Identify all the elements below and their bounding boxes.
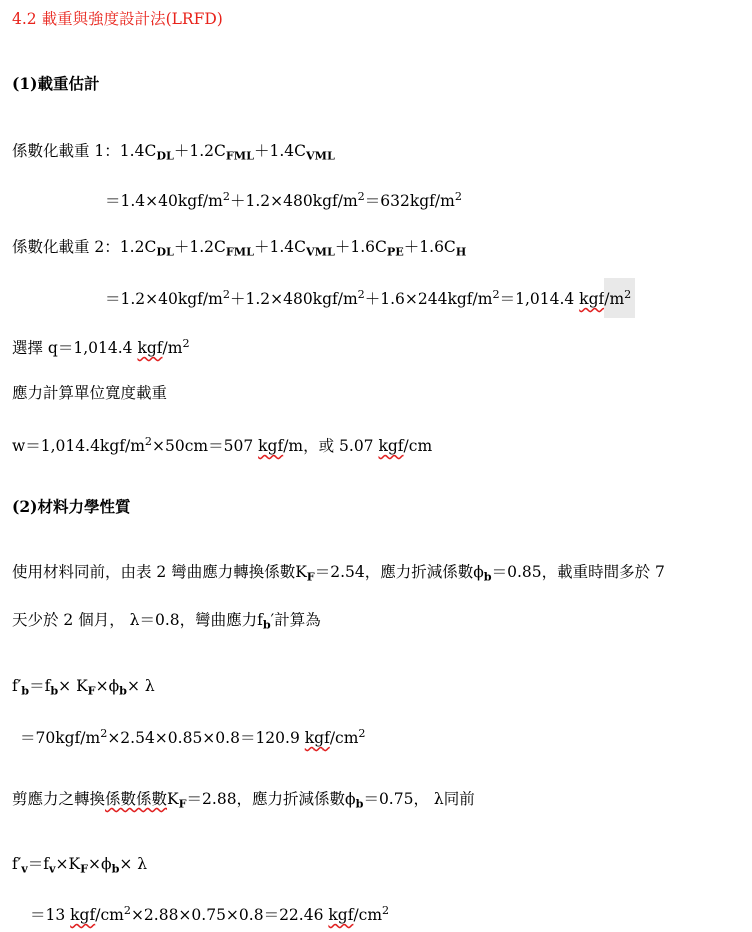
formula-text: ＋1.6×244kgf/m [364, 290, 493, 309]
subscript: FML [225, 245, 254, 259]
formula-text: ＝f [27, 855, 50, 873]
subscript: F [306, 570, 315, 584]
superscript: 2 [100, 727, 108, 740]
fb-formula [12, 675, 155, 702]
material-paragraph-line-1 [12, 561, 665, 588]
formula-text: ＋1.2C [173, 238, 226, 256]
formula-text: × λ [126, 677, 155, 695]
page-title: 4.2 載重與強度設計法(LRFD) [12, 10, 223, 28]
subscript: F [178, 797, 187, 811]
superscript: 2 [222, 190, 230, 203]
formula-text: 計算為 [274, 611, 321, 629]
superscript: 2 [454, 190, 462, 203]
subscript: v [21, 862, 28, 876]
subscript: VML [306, 149, 335, 163]
formula-text: /cm [95, 906, 124, 925]
subscript: DL [156, 149, 174, 163]
formula-text: × λ [119, 855, 148, 873]
factored-load-2-label: 係數化載重 2： [12, 238, 120, 256]
formula-text: ＝f [29, 677, 51, 695]
formula-text: /cm [353, 906, 383, 925]
factored-load-2-line [12, 236, 466, 263]
formula-text: w＝1,014.4kgf/m [12, 437, 145, 456]
formula-text: K [167, 790, 179, 808]
factored-load-1-label: 係數化載重 1： [12, 142, 120, 160]
formula-text: ＝13 [30, 906, 71, 925]
formula-text: 1.4C [119, 142, 157, 160]
spellcheck-underlined-word[interactable]: kgf [258, 437, 284, 456]
formula-text: 天少於 2 個月， λ＝0.8，彎曲應力f [12, 611, 263, 629]
formula-text: f [12, 677, 18, 695]
section-heading-load-estimate: (1)載重估計 [12, 74, 100, 93]
formula-text: ＝2.54，應力折減係數ϕ [314, 563, 484, 581]
spellcheck-underlined-word[interactable]: kgf [378, 437, 404, 456]
formula-text: 剪應力之轉換 [12, 790, 106, 808]
formula-text: ×K [55, 855, 81, 873]
subscript: F [80, 862, 88, 876]
w-load-line [12, 431, 432, 457]
subscript: b [111, 862, 120, 876]
formula-text: ＝2.88，應力折減係數ϕ [186, 790, 356, 808]
formula-text: ′ [17, 677, 22, 695]
superscript: 2 [358, 727, 366, 740]
spellcheck-underlined-word[interactable]: kgf [328, 906, 354, 925]
superscript: 2 [492, 288, 500, 301]
superscript: 2 [182, 337, 190, 350]
superscript: 2 [624, 288, 632, 301]
factored-load-1-line [12, 140, 335, 167]
formula-text: × K [58, 677, 88, 695]
formula-text: /m [604, 290, 625, 309]
formula-text: 使用材料同前，由表 2 彎曲應力轉換係數K [12, 563, 307, 581]
factored-load-2-calculation [105, 284, 635, 310]
superscript: 2 [123, 904, 131, 917]
formula-text: /cm [329, 729, 359, 748]
formula-text: ＝1.4×40kgf/m [105, 192, 223, 211]
formula-text: ＋1.2×480kgf/m [229, 192, 358, 211]
subscript: VML [306, 245, 335, 259]
superscript: 2 [357, 288, 365, 301]
formula-text: ＝0.85，載重時間多於 7 [491, 563, 665, 581]
fb-calculation [20, 723, 366, 749]
factored-load-1-calculation [105, 186, 462, 212]
fv-calculation [30, 900, 389, 926]
formula-text: ＋1.4C [253, 238, 306, 256]
selection-highlight [604, 278, 635, 318]
formula-text: ×ϕ [88, 855, 112, 873]
formula-text: ＝632kgf/m [364, 192, 455, 211]
spellcheck-underlined-word[interactable]: kgf [70, 906, 96, 925]
section-heading-material-properties: (2)材料力學性質 [12, 497, 131, 516]
selected-load-line [12, 333, 190, 359]
subscript: F [87, 684, 96, 698]
subscript: b [483, 570, 492, 584]
formula-text: /m [162, 339, 183, 358]
formula-text: ＋1.6C [334, 238, 387, 256]
unit-width-load-text: 應力計算單位寬度載重 [12, 384, 168, 402]
formula-text: ＝70kgf/m [20, 729, 101, 748]
formula-text: ′ [270, 611, 275, 629]
superscript: 2 [144, 435, 153, 448]
superscript: 2 [222, 288, 230, 301]
subscript: DL [156, 245, 174, 259]
formula-text: /m，或 5.07 [283, 437, 379, 456]
formula-text: ＋1.4C [253, 142, 306, 160]
formula-text: ＋1.2×480kgf/m [229, 290, 358, 309]
spellcheck-underlined-word[interactable]: kgf [579, 290, 605, 309]
formula-text: ＝0.75， λ同前 [363, 790, 475, 808]
subscript: b [21, 684, 30, 698]
superscript: 2 [357, 190, 365, 203]
subscript: FML [225, 149, 254, 163]
subscript: v [49, 862, 56, 876]
fv-formula [12, 853, 147, 880]
formula-text: 選擇 q＝1,014.4 [12, 339, 138, 358]
formula-text: ′ [17, 855, 22, 873]
formula-text: ＝1.2×40kgf/m [105, 290, 223, 309]
spellcheck-underlined-word[interactable]: kgf [304, 729, 330, 748]
formula-text: 1.2C [119, 238, 157, 256]
subscript: b [119, 684, 127, 698]
spellcheck-underlined-word[interactable]: 係數係數 [105, 790, 168, 808]
formula-text: f [12, 855, 18, 873]
formula-text: ＝1,014.4 [499, 290, 580, 309]
spellcheck-underlined-word[interactable]: kgf [137, 339, 163, 358]
shear-conversion-text [12, 788, 475, 815]
subscript: b [50, 684, 59, 698]
formula-text: ×2.54×0.85×0.8＝120.9 [107, 729, 305, 748]
formula-text: ×ϕ [95, 677, 120, 695]
formula-text: ×2.88×0.75×0.8＝22.46 [130, 906, 329, 925]
subscript: b [355, 797, 364, 811]
subscript: b [262, 618, 271, 632]
formula-text: /cm [403, 437, 433, 456]
formula-text: ＋1.6C [403, 238, 456, 256]
formula-text: ＋1.2C [173, 142, 226, 160]
subscript: H [455, 245, 467, 259]
superscript: 2 [382, 904, 390, 917]
formula-text: ×50cm＝507 [152, 437, 259, 456]
material-paragraph-line-2 [12, 609, 321, 636]
subscript: PE [386, 245, 404, 259]
